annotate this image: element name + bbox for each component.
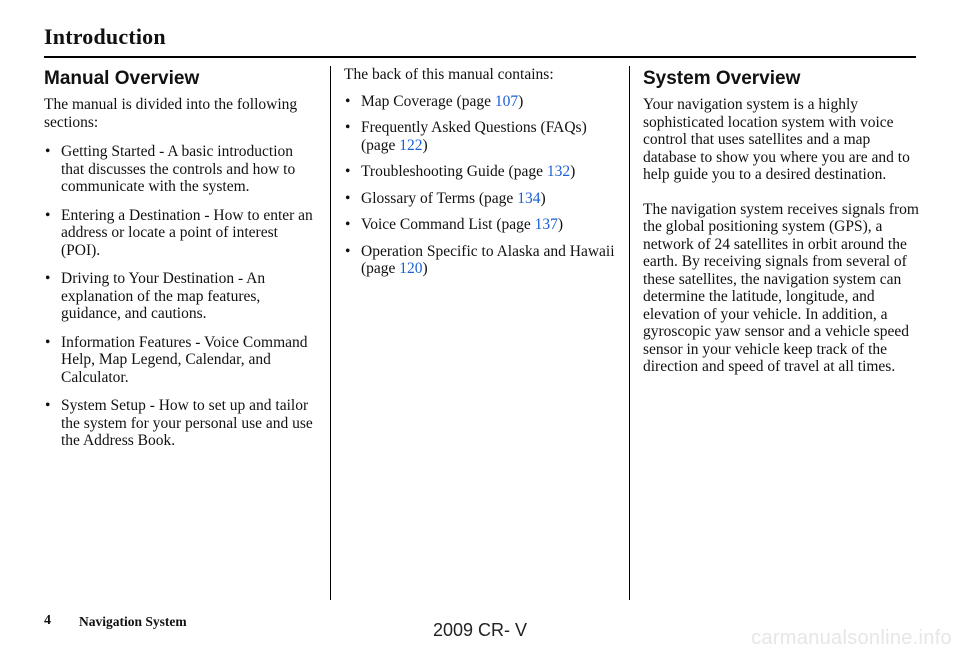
list-item: • Troubleshooting Guide (page 132) [344,163,616,181]
page-link-122[interactable]: 122 [399,136,423,154]
back-matter-intro: The back of this manual contains: [344,66,554,83]
page-link-120[interactable]: 120 [399,260,423,277]
back-matter-column [344,66,616,287]
manual-overview-intro: The manual is divided into the following sections: [44,96,298,131]
list-item: • Information Features - Voice Command Help, Map Legend, Calendar, and Calculator. [44,334,316,387]
list-item: • Frequently Asked Questions (FAQs) (page 122) [344,119,616,154]
back-matter-list [344,93,616,278]
page-link-107[interactable]: 107 [494,92,519,110]
manual-overview-column [44,66,316,461]
page-link-132[interactable]: 132 [546,163,571,180]
list-item: • Getting Started - A basic introduction that discusses the controls and how to communicate with the system. [44,143,316,196]
manual-overview-heading: Manual Overview [44,68,200,89]
page-link-137[interactable]: 137 [534,216,558,233]
list-item: • Entering a Destination - How to enter an address or locate a point of interest (POI). [44,207,316,260]
page-number: 4 [44,613,51,628]
system-overview-para-1: Your navigation system is a highly sophisticated location system with voice control that uses satellites and a map database to show you where you are and to help guide you to a desired destination. [643,96,910,183]
footer-label: Navigation System [79,614,187,629]
list-item: • Operation Specific to Alaska and Hawaii (page 120) [344,243,616,278]
column-divider-2 [629,66,630,600]
system-overview-column [643,66,919,376]
list-item: • Driving to Your Destination - An explanation of the map features, guidance, and cautions. [44,270,316,323]
system-overview-para-2: The navigation system receives signals from the global positioning system (GPS), a network of 24 satellites in orbit around the earth. By receiving signals from several of these satellites, the navigation system can determine the latitude, longitude, and elevation of your vehicle. In addition, a gyroscopic yaw sensor and a vehicle speed sensor in your vehicle keep track of the direction and speed of travel at all times. [643,200,919,375]
list-item: • Map Coverage (page 107) [344,93,616,111]
system-overview-heading: System Overview [643,68,801,89]
sections-list [44,143,316,450]
title-rule [44,56,916,58]
site-watermark: carmanualsonline.info [751,627,952,649]
list-item: • Glossary of Terms (page 134) [344,190,616,208]
list-item: • Voice Command List (page 137) [344,216,616,234]
page-link-134[interactable]: 134 [517,189,541,207]
page-title: Introduction [44,24,166,49]
list-item: • System Setup - How to set up and tailor the system for your personal use and use the Address Book. [44,397,316,450]
column-divider-1 [330,66,331,600]
model-watermark: 2009 CR- V [432,620,528,640]
